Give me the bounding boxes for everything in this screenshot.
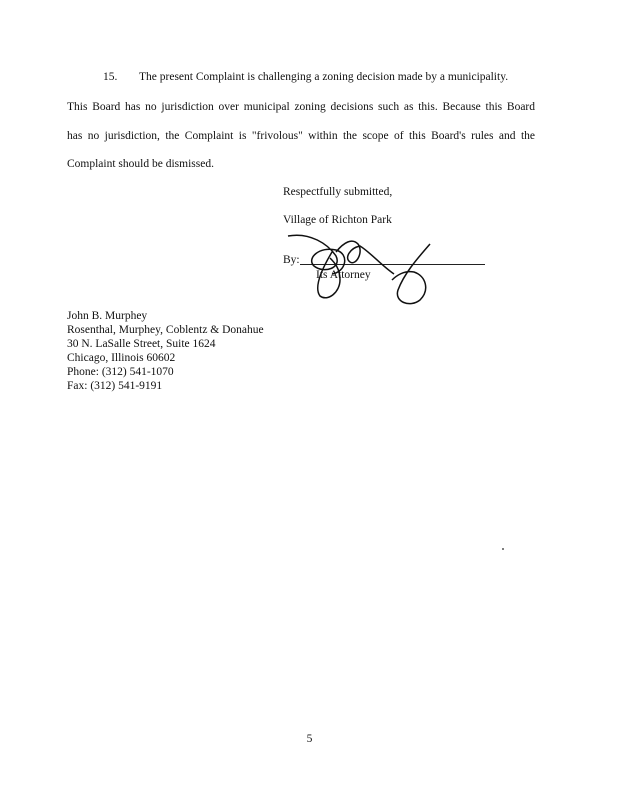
- paragraph-line-2: This Board has no jurisdiction over municipal zoning decisions such as this. Because this Board: [67, 101, 535, 113]
- page-number: 5: [306, 733, 313, 745]
- phone-number: Phone: (312) 541-1070: [67, 366, 174, 378]
- closing-text: Respectfully submitted,: [283, 186, 393, 198]
- fax-number: Fax: (312) 541-9191: [67, 380, 163, 392]
- scan-mark: [502, 548, 504, 550]
- paragraph-line-3: has no jurisdiction, the Complaint is "frivolous" within the scope of this Board's rules and the: [67, 130, 535, 142]
- by-label: By:: [283, 254, 300, 266]
- party-name: Village of Richton Park: [283, 214, 392, 226]
- attorney-name: John B. Murphey: [67, 310, 148, 322]
- city-state-zip: Chicago, Illinois 60602: [67, 352, 176, 364]
- firm-name: Rosenthal, Murphey, Coblentz & Donahue: [67, 324, 264, 336]
- paragraph-line-1: The present Complaint is challenging a zoning decision made by a municipality.: [139, 71, 509, 83]
- street-address: 30 N. LaSalle Street, Suite 1624: [67, 338, 216, 350]
- signer-title: Its Attorney: [316, 269, 371, 281]
- paragraph-line-4: Complaint should be dismissed.: [67, 158, 214, 170]
- handwritten-signature: [280, 222, 450, 312]
- paragraph-number: 15.: [103, 71, 118, 83]
